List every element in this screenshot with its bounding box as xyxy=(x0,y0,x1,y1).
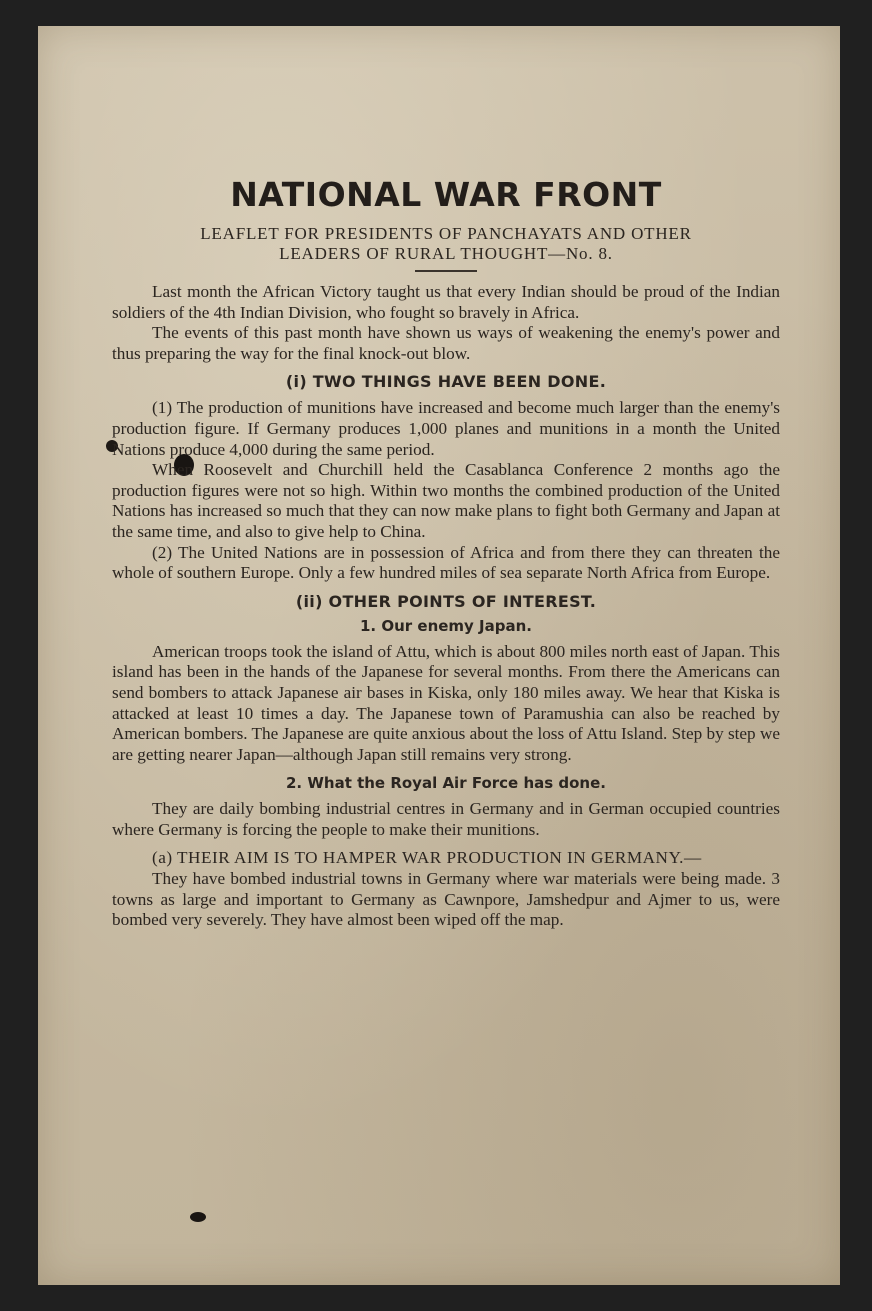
aim-paragraph: They have bombed industrial towns in Germany where war materials were being made. 3 towns as large and important to Germany as Cawnpore, Jamshedpur and Ajmer to us, were bombed very severely. They have almost been wiped off the map. xyxy=(112,869,780,930)
subsection-paragraph: They are daily bombing industrial centres in Germany and in German occupied countries where Germany is forcing the people to make their munitions. xyxy=(112,799,780,839)
subtitle-line: LEADERS OF RURAL THOUGHT—No. 8. xyxy=(279,244,613,263)
aim-heading: (a) THEIR AIM IS TO HAMPER WAR PRODUCTION IN GERMANY.— xyxy=(152,848,702,868)
paper-hole xyxy=(190,1212,206,1222)
intro-paragraph: Last month the African Victory taught us that every Indian should be proud of the Indian soldiers of the 4th Indian Division, who fought so bravely in Africa. xyxy=(112,282,780,322)
subtitle-line: LEAFLET FOR PRESIDENTS OF PANCHAYATS AND OTHER xyxy=(200,224,692,243)
subsection-heading: 1. Our enemy Japan. xyxy=(359,616,532,635)
section-paragraph: (2) The United Nations are in possession of Africa and from there they can threaten the whole of southern Europe. Only a few hundred miles of sea separate North Africa from Europe. xyxy=(112,542,780,583)
section-heading: (ii) OTHER POINTS OF INTEREST. xyxy=(295,591,597,611)
subsection-heading: 2. What the Royal Air Force has done. xyxy=(285,774,606,793)
section-heading: (i) TWO THINGS HAVE BEEN DONE. xyxy=(285,372,607,392)
divider xyxy=(415,270,477,272)
leaflet-subtitle xyxy=(112,224,780,264)
section-paragraph: (1) The production of munitions have increased and become much larger than the enemy's production figure. If Germany produces 1,000 planes and munitions in a month the United Nations produce 4,000 during the same period. xyxy=(112,398,780,459)
leaflet-sheet xyxy=(38,26,840,1285)
leaflet-content xyxy=(112,176,780,931)
subsection-paragraph: American troops took the island of Attu, which is about 800 miles north east of Japan. This island has been in the hands of the Japanese for several months. From there the Americans can send bombers to attack Japanese air bases in Kiska, only 180 miles away. We hear that Kiska is attacked at least 10 times a day. The Japanese town of Paramushia can also be reached by American bombers. The Japanese are quite anxious about the loss of Attu Island. Step by step we are getting nearer Japan—although Japan still remains very strong. xyxy=(112,641,780,764)
section-paragraph: When Roosevelt and Churchill held the Casablanca Conference 2 months ago the production figures were not so high. Within two months the combined production of the United Nations has increased so much that they can now make plans to fight both Germany and Japan at the same time, and also to give help to China. xyxy=(112,460,780,541)
page-title: NATIONAL WAR FRONT xyxy=(230,175,662,214)
intro-paragraph: The events of this past month have shown us ways of weakening the enemy's power and thus preparing the way for the final knock-out blow. xyxy=(112,323,780,363)
